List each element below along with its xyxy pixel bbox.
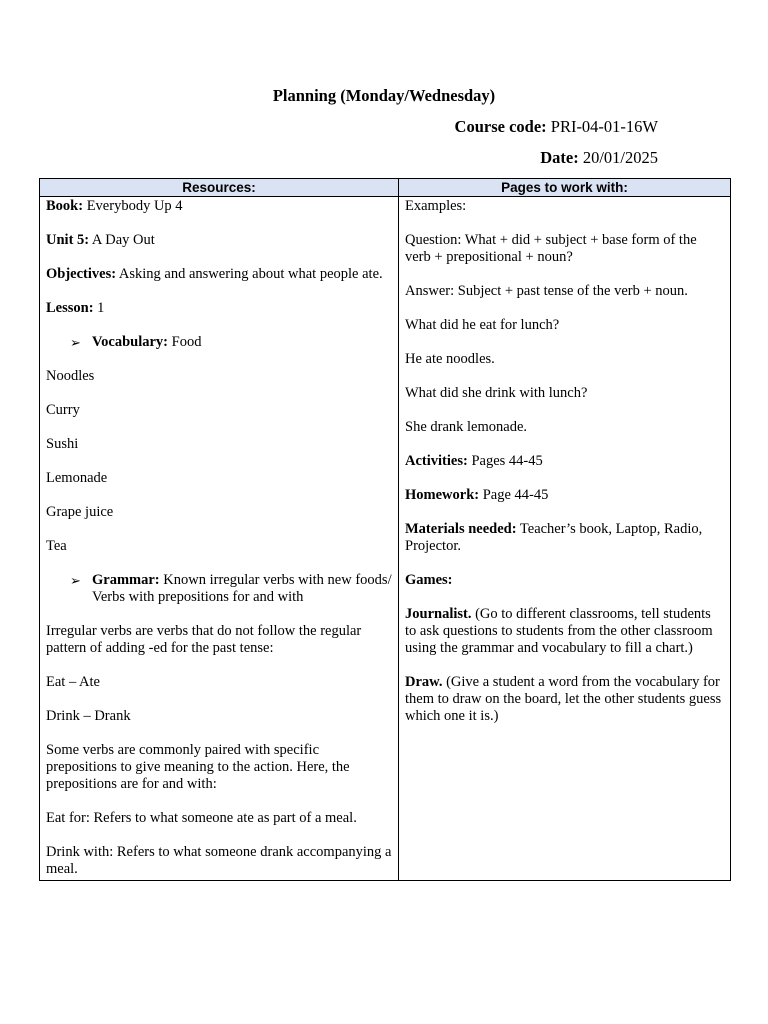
lesson-line (46, 300, 392, 317)
resources-cell (40, 197, 399, 881)
vocab-word: Grape juice (46, 504, 114, 520)
page-title: Planning (Monday/Wednesday) (272, 86, 496, 105)
grammar-value: Known irregular verbs with new foods/ Verbs with prepositions for and with (92, 572, 392, 605)
vocab-word: Lemonade (46, 470, 108, 486)
grammar-bullet (46, 572, 392, 606)
verb-pair: Drink – Drank (46, 708, 131, 724)
activities-value: Pages 44-45 (467, 453, 543, 469)
homework-label: Homework: (405, 487, 480, 503)
pages-header: Pages to work with: (399, 179, 731, 197)
vocabulary-value: Food (168, 334, 202, 350)
lesson-label: Lesson: (46, 300, 94, 316)
objectives-line (46, 266, 392, 283)
materials-value: Teacher’s book, Laptop, Radio, Projector. (405, 521, 703, 554)
draw-game (405, 674, 724, 725)
irregular-verbs-text: Irregular verbs are verbs that do not follow the regular pattern of adding -ed for the past tense: (46, 623, 362, 656)
date-label: Date: (540, 148, 579, 167)
book-value: Everybody Up 4 (83, 198, 183, 214)
draw-label: Draw. (405, 674, 443, 690)
example-sentence: What did he eat for lunch? (405, 317, 560, 333)
arrow-bullet-icon: ➢ (70, 573, 81, 588)
question-structure: Question: What + did + subject + base form of the verb + prepositional + noun? (405, 232, 697, 265)
draw-value: (Give a student a word from the vocabulary for them to draw on the board, let the other students guess which one it is.) (405, 674, 722, 724)
example-sentence: What did she drink with lunch? (405, 385, 588, 401)
unit-value: A Day Out (89, 232, 155, 248)
answer-structure: Answer: Subject + past tense of the verb + noun. (405, 283, 688, 299)
pages-cell (399, 197, 731, 881)
activities-label: Activities: (405, 453, 468, 469)
materials-label: Materials needed: (405, 521, 517, 537)
vocab-word: Sushi (46, 436, 79, 452)
course-code (455, 117, 658, 137)
lesson-value: 1 (93, 300, 105, 316)
resources-header: Resources: (40, 179, 399, 197)
games-label: Games: (405, 572, 453, 588)
unit-line (46, 232, 392, 249)
course-code-label: Course code: (454, 117, 547, 136)
vocabulary-label: Vocabulary: (92, 334, 168, 350)
unit-label: Unit 5: (46, 232, 90, 248)
journalist-game (405, 606, 724, 657)
example-sentence: He ate noodles. (405, 351, 495, 367)
vocab-word: Tea (46, 538, 67, 554)
journalist-label: Journalist. (405, 606, 472, 622)
grammar-label: Grammar: (92, 572, 160, 588)
homework-value: Page 44-45 (479, 487, 549, 503)
table-header-row (40, 179, 731, 197)
book-line (46, 198, 392, 215)
vocabulary-bullet (46, 334, 392, 351)
date (540, 148, 658, 168)
prepositions-text: Some verbs are commonly paired with specific prepositions to give meaning to the action. Here, the prepositions are for and with: (46, 742, 350, 792)
activities-line (405, 453, 724, 470)
journalist-value: (Go to different classrooms, tell students to ask questions to students from the other classroom using the grammar and vocabulary to fill a chart.) (405, 606, 713, 656)
vocab-word: Noodles (46, 368, 95, 384)
planning-table (39, 178, 731, 881)
course-code-value: PRI-04-01-16W (546, 117, 658, 136)
eat-for-text: Eat for: Refers to what someone ate as part of a meal. (46, 810, 357, 826)
arrow-bullet-icon: ➢ (70, 335, 81, 350)
examples-label: Examples: (405, 198, 467, 214)
objectives-label: Objectives: (46, 266, 117, 282)
homework-line (405, 487, 724, 504)
date-value: 20/01/2025 (578, 148, 658, 167)
objectives-value: Asking and answering about what people ate. (116, 266, 383, 282)
example-sentence: She drank lemonade. (405, 419, 528, 435)
book-label: Book: (46, 198, 84, 214)
verb-pair: Eat – Ate (46, 674, 100, 690)
games-line (405, 572, 724, 589)
vocab-word: Curry (46, 402, 80, 418)
table-row (40, 197, 731, 881)
drink-with-text: Drink with: Refers to what someone drank accompanying a meal. (46, 844, 392, 877)
materials-line (405, 521, 724, 555)
